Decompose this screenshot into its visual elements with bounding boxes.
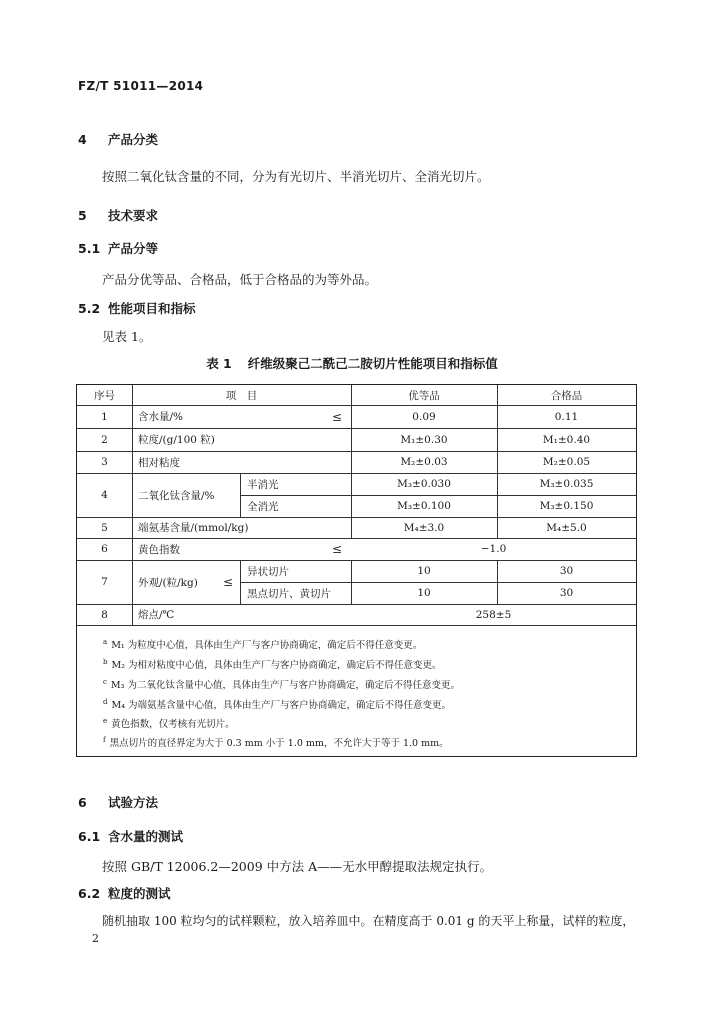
note-mark: f <box>103 735 106 744</box>
section-5-1-heading <box>78 239 158 257</box>
row-symbol: ≤ <box>331 409 343 424</box>
table-note <box>103 697 451 711</box>
section-title: 试验方法 <box>108 795 159 810</box>
row-premium: M₃±0.100 <box>397 500 451 512</box>
row-no: 4 <box>101 489 108 501</box>
note-mark: d <box>103 697 108 706</box>
row-merged-value: −1.0 <box>480 543 507 555</box>
row-premium: 10 <box>417 565 431 577</box>
row-no: 7 <box>101 576 108 588</box>
row-qualified: M₁±0.40 <box>542 433 591 446</box>
row-premium: M₁±0.30 <box>400 433 448 446</box>
note-mark: b <box>103 657 108 666</box>
row-qualified: 30 <box>559 587 574 599</box>
section-title: 性能项目和指标 <box>108 301 196 316</box>
row-qualified: M₃±0.035 <box>539 478 594 490</box>
table-title: 纤维级聚己二酰己二胺切片性能项目和指标值 <box>247 356 498 371</box>
row-no: 5 <box>101 521 108 534</box>
section-title: 产品分类 <box>108 132 159 147</box>
row-no: 6 <box>101 543 108 555</box>
note-text: M₃ 为二氧化钛含量中心值，具体由生产厂与客户协商确定，确定后不得任意变更。 <box>110 680 460 691</box>
table-rule <box>77 625 636 626</box>
section-5-1-paragraph: 产品分优等品、合格品，低于合格品的为等外品。 <box>102 272 378 287</box>
row-item: 相对粘度 <box>138 456 180 469</box>
row-item: 端氨基含量/(mmol/kg) <box>138 522 249 534</box>
row-item: 黄色指数 <box>138 543 180 556</box>
section-number: 6 <box>78 795 87 810</box>
section-5-heading <box>78 206 158 224</box>
header-item: 项 目 <box>225 389 258 402</box>
section-4-paragraph: 按照二氧化钛含量的不同，分为有光切片、半消光切片、全消光切片。 <box>102 169 490 184</box>
row-merged-value: 258±5 <box>475 608 512 621</box>
note-text: M₂ 为相对粘度中心值，具体由生产厂与客户协商确定，确定后不得任意变更。 <box>111 660 442 671</box>
section-5-2-paragraph: 见表 1。 <box>102 329 152 344</box>
section-number: 5 <box>78 208 87 223</box>
row-premium: M₃±0.030 <box>397 478 451 490</box>
row-no: 8 <box>101 608 108 621</box>
row-item: 外观/(粒/kg) <box>138 576 198 589</box>
note-mark: e <box>103 716 108 725</box>
section-title: 产品分等 <box>108 241 159 256</box>
section-title: 含水量的测试 <box>108 829 184 844</box>
header-premium: 优等品 <box>408 389 440 402</box>
note-text: M₄ 为端氨基含量中心值，具体由生产厂与客户协商确定，确定后不得任意变更。 <box>111 700 452 711</box>
table-note <box>103 637 422 651</box>
section-title: 技术要求 <box>108 208 159 223</box>
row-no: 1 <box>101 410 108 423</box>
row-symbol: ≤ <box>331 542 343 556</box>
row-qualified: M₂±0.05 <box>542 456 591 468</box>
section-number: 5.2 <box>78 301 101 316</box>
row-qualified: 30 <box>559 565 574 577</box>
row-item: 二氧化钛含量/% <box>138 489 215 502</box>
note-text: M₁ 为粒度中心值，具体由生产厂与客户协商确定，确定后不得任意变更。 <box>111 640 423 651</box>
row-premium: M₂±0.03 <box>400 456 448 468</box>
note-mark: c <box>103 677 107 686</box>
row-sub-label: 异状切片 <box>247 565 289 578</box>
row-item: 粒度/(g/100 粒) <box>138 434 215 446</box>
section-6-1-paragraph: 按照 GB/T 12006.2—2009 中方法 A——无水甲醇提取法规定执行。 <box>102 859 493 874</box>
row-qualified: M₄±5.0 <box>546 521 587 534</box>
section-6-1-heading <box>78 827 183 845</box>
row-sub-label: 黑点切片、黄切片 <box>247 587 331 600</box>
section-4-heading <box>78 130 158 148</box>
page-number: 2 <box>92 932 99 945</box>
section-number: 4 <box>78 132 87 147</box>
table-caption <box>0 354 704 372</box>
row-sub-label: 全消光 <box>247 500 279 513</box>
table-note <box>103 657 442 671</box>
note-text: 黄色指数，仅考核有光切片。 <box>111 719 235 730</box>
row-qualified: 0.11 <box>554 410 579 423</box>
section-5-2-heading <box>78 299 196 317</box>
header-qualified: 合格品 <box>550 389 583 402</box>
table-rule <box>132 385 133 625</box>
row-item: 含水量/% <box>138 411 184 423</box>
row-premium: M₄±3.0 <box>403 521 445 534</box>
row-symbol: ≤ <box>222 575 234 589</box>
section-6-heading <box>78 793 158 811</box>
section-title: 粒度的测试 <box>108 886 171 901</box>
section-6-2-paragraph: 随机抽取 100 粒均匀的试样颗粒，放入培养皿中。在精度高于 0.01 g 的天平上称量，试样的粒度， <box>102 914 635 928</box>
row-item: 熔点/℃ <box>138 609 175 621</box>
table-rule <box>240 560 241 604</box>
table-note <box>103 716 235 730</box>
standard-code: FZ/T 51011—2014 <box>78 79 204 93</box>
row-no: 2 <box>101 433 108 446</box>
note-mark: a <box>103 637 108 646</box>
row-qualified: M₃±0.150 <box>539 500 594 512</box>
row-premium: 10 <box>417 587 431 599</box>
section-number: 5.1 <box>78 241 101 256</box>
table-rule <box>240 473 241 517</box>
row-premium: 0.09 <box>412 410 436 423</box>
table-number: 表 1 <box>206 356 232 371</box>
row-no: 3 <box>101 456 108 468</box>
table-note <box>103 677 460 691</box>
header-no: 序号 <box>94 389 115 402</box>
table-note <box>103 735 449 749</box>
section-number: 6.2 <box>78 886 101 901</box>
note-text: 黑点切片的直径界定为大于 0.3 mm 小于 1.0 mm，不允许大于等于 1.0 mm。 <box>109 738 449 749</box>
section-6-2-heading <box>78 884 171 902</box>
row-sub-label: 半消光 <box>247 478 279 491</box>
performance-table <box>76 384 637 757</box>
section-number: 6.1 <box>78 829 101 844</box>
